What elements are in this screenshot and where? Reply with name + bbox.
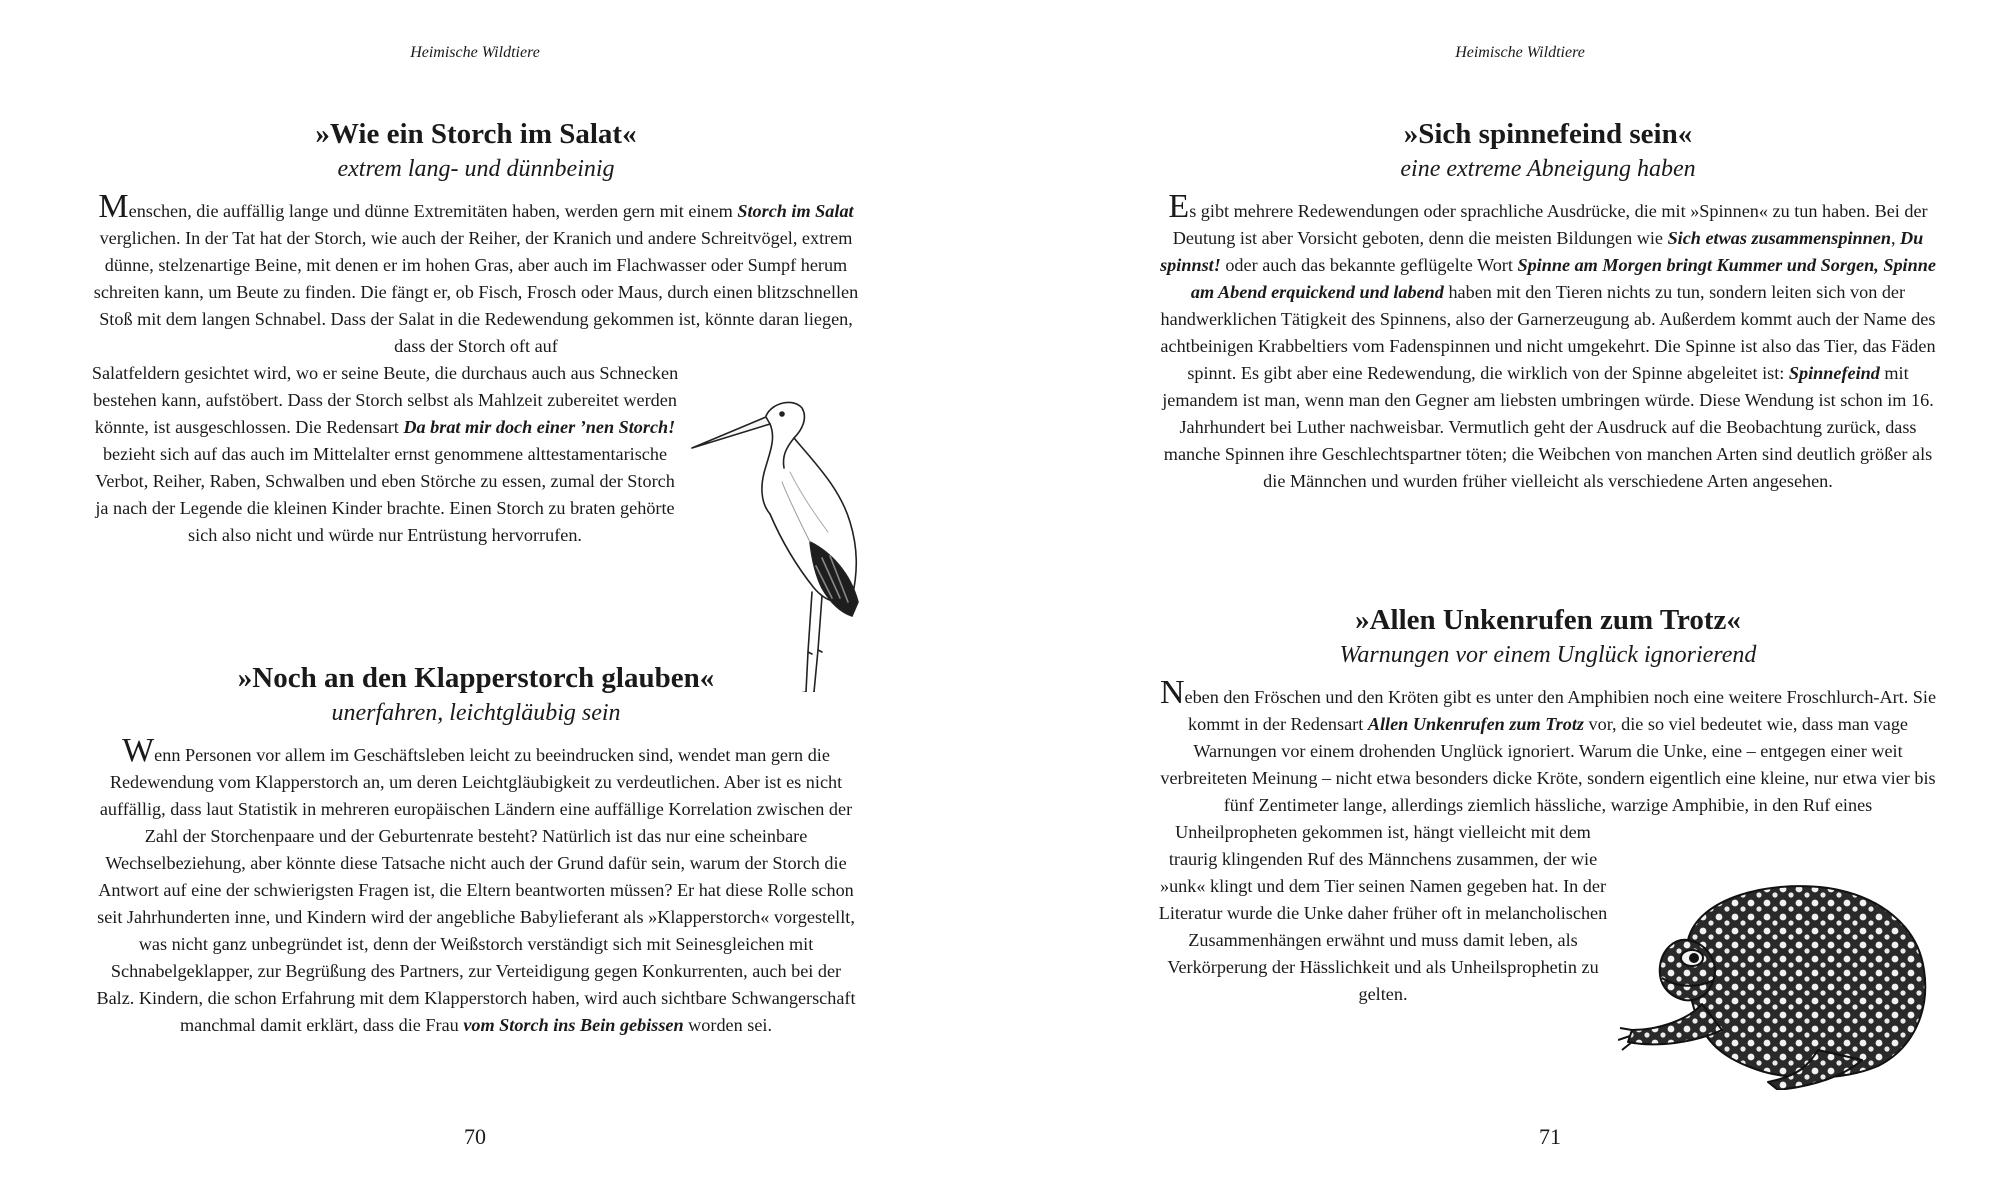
- section-subtitle: unerfahren, leichtgläubig sein: [331, 700, 621, 726]
- toad-illustration: [1618, 870, 1934, 1090]
- page-number: 70: [464, 1124, 486, 1149]
- section-klapperstorch: [90, 660, 862, 1039]
- section-title: »Sich spinnefeind sein«: [1403, 118, 1693, 150]
- section-title: »Wie ein Storch im Salat«: [315, 118, 637, 150]
- emphasis: Du spinnst!: [1160, 228, 1924, 275]
- emphasis: Storch im Salat: [737, 201, 854, 221]
- section-spinnefeind: [1158, 116, 1938, 495]
- emphasis: Da brat mir doch einer ’nen Storch!: [403, 417, 676, 437]
- section-title: »Noch an den Klapperstorch glauben«: [237, 662, 715, 694]
- drop-cap: E: [1168, 188, 1190, 225]
- running-head: Heimische Wildtiere: [410, 44, 540, 61]
- section-subtitle: extrem lang- und dünnbeinig: [337, 156, 615, 182]
- page-number: 71: [1539, 1124, 1561, 1149]
- drop-cap: N: [1159, 674, 1185, 711]
- paragraph-continued: Salatfeldern gesichtet wird, wo er seine Beute, die durchaus auch aus Schnecken bestehen kann, aufstöbert. Dass der Storch selbst als Mahlzeit zubereitet werden könnte, ist ausgeschlossen. Die Redensart Da brat mir doch einer ’nen Storch! bezieht sich auf das auch im Mittelalter ernst genommene alttestamentarische Verbot, Reiher, Raben, Schwalben und eben Störche zu essen, zumal der Storch ja nach der Legende die kleinen Kinder brachte. Einen Storch zu braten gehörte sich also nicht und würde nur Entrüstung hervorrufen.: [91, 363, 679, 545]
- paragraph: Menschen, die auffällig lange und dünne Extremitäten haben, werden gern mit einem Storch im Salat verglichen. In der Tat hat der Storch, wie auch der Reiher, der Kranich und andere Schreitvögel, extrem dünne, stelzenartige Beine, mit denen er im hohen Gras, aber auch im Flachwasser oder Sumpf herum schreiten kann, um Beute zu finden. Die fängt er, ob Fisch, Frosch oder Maus, durch einen blitzschnellen Stoß mit dem langen Schnabel. Dass der Salat in die Redewendung gekommen ist, könnte daran liegen, dass der Storch oft auf: [93, 188, 859, 356]
- stork-illustration: [690, 392, 890, 692]
- section-subtitle: eine extreme Abneigung haben: [1400, 156, 1696, 182]
- drop-cap: W: [122, 732, 155, 769]
- paragraph: Wenn Personen vor allem im Geschäftsleben leicht zu beeindrucken sind, wendet man gern die Redewendung vom Klapperstorch an, um deren Leichtgläubigkeit zu verdeutlichen. Aber ist es nicht auffällig, dass laut Statistik in mehreren europäischen Ländern eine auffällige Korrelation zwischen der Zahl der Storchenpaare und der Geburtenrate besteht? Natürlich ist das nur eine scheinbare Wechselbeziehung, aber könnte diese Tatsache nicht auch der Grund dafür sein, warum der Storch die Antwort auf eine der schwierigsten Fragen ist, die Eltern beantworten müssen? Er hat diese Rolle schon seit Jahrhunderten inne, und Kindern wird der angebliche Babylieferant als »Klapperstorch« vorgestellt, was nicht ganz unbegründet ist, denn der Weißstorch verständigt sich mit Seinesgleichen mit Schnabelgeklapper, zur Begrüßung des Partners, zur Verteidigung gegen Konkurrenten, auch bei der Balz. Kindern, die schon Erfahrung mit dem Klapperstorch haben, wird auch sichtbare Schwangerschaft manchmal damit erklärt, dass die Frau vom Storch ins Bein gebissen worden sei.: [96, 732, 856, 1035]
- paragraph: Es gibt mehrere Redewendungen oder sprachliche Ausdrücke, die mit »Spinnen« zu tun haben. Bei der Deutung ist aber Vorsicht geboten, denn die meisten Bildungen wie Sich etwas zusammenspinnen, Du spinnst! oder auch das bekannte geflügelte Wort Spinne am Morgen bringt Kummer und Sorgen, Spinne am Abend erquickend und labend haben mit den Tieren nichts zu tun, sondern leiten sich von der handwerklichen Tätigkeit des Spinnens, also der Garnerzeugung ab. Außerdem kommt auch der Name des achtbeinigen Krabbeltiers vom Fadenspinnen und nicht umgekehrt. Die Spinne ist also das Tier, das Fäden spinnt. Es gibt aber eine Redewendung, die wirklich von der Spinne abgeleitet ist: Spinnefeind mit jemandem ist man, wenn man den Gegner am liebsten umbringen würde. Diese Wendung ist schon im 16. Jahrhundert bei Luther nachweisbar. Vermutlich geht der Ausdruck auf die Beobachtung zurück, dass manche Spinnen ihre Geschlechtspartner töten; die Weibchen von manchen Arten sind deutlich größer als die Männchen und wurden früher vielleicht als verschiedene Arten angesehen.: [1160, 188, 1936, 491]
- emphasis: Spinne am Morgen bringt Kummer und Sorgen, Spinne am Abend erquickend und labend: [1190, 255, 1936, 302]
- running-head: Heimische Wildtiere: [1455, 44, 1585, 61]
- emphasis: Sich etwas zusammenspinnen: [1667, 228, 1891, 248]
- paragraph: Neben den Fröschen und den Kröten gibt es unter den Amphibien noch eine weitere Froschlurch-Art. Sie kommt in der Redensart Allen Unkenrufen zum Trotz vor, die so viel bedeutet wie, dass man vage Warnungen vor einem drohenden Unglück ignoriert. Warum die Unke, eine – entgegen einer weit verbreiteten Meinung – nicht etwa besonders dicke Kröte, sondern eigentlich eine kleine, nur etwa vier bis fünf Zentimeter lange, allerdings ziemlich hässliche, warzige Amphibie, in den Ruf eines: [1159, 674, 1937, 815]
- emphasis: Spinnefeind: [1788, 363, 1880, 383]
- paragraph-continued: Unheilpropheten gekommen ist, hängt vielleicht mit dem traurig klingenden Ruf des Männchens zusammen, der wie »unk« klingt und dem Tier seinen Namen gegeben hat. In der Literatur wurde die Unke daher früher oft in melancholischen Zusammenhängen erwähnt und muss damit leben, als Verkörperung der Hässlichkeit und als Unheilsprophetin zu gelten.: [1158, 822, 1608, 1004]
- emphasis: vom Storch ins Bein gebissen: [463, 1015, 684, 1035]
- drop-cap: M: [98, 188, 129, 225]
- toad-icon: [1618, 870, 1934, 1090]
- right-page: [1000, 0, 1999, 1200]
- section-subtitle: Warnungen vor einem Unglück ignorierend: [1339, 642, 1757, 668]
- stork-icon: [690, 392, 890, 692]
- section-title: »Allen Unkenrufen zum Trotz«: [1355, 604, 1741, 636]
- emphasis: Allen Unkenrufen zum Trotz: [1367, 714, 1584, 734]
